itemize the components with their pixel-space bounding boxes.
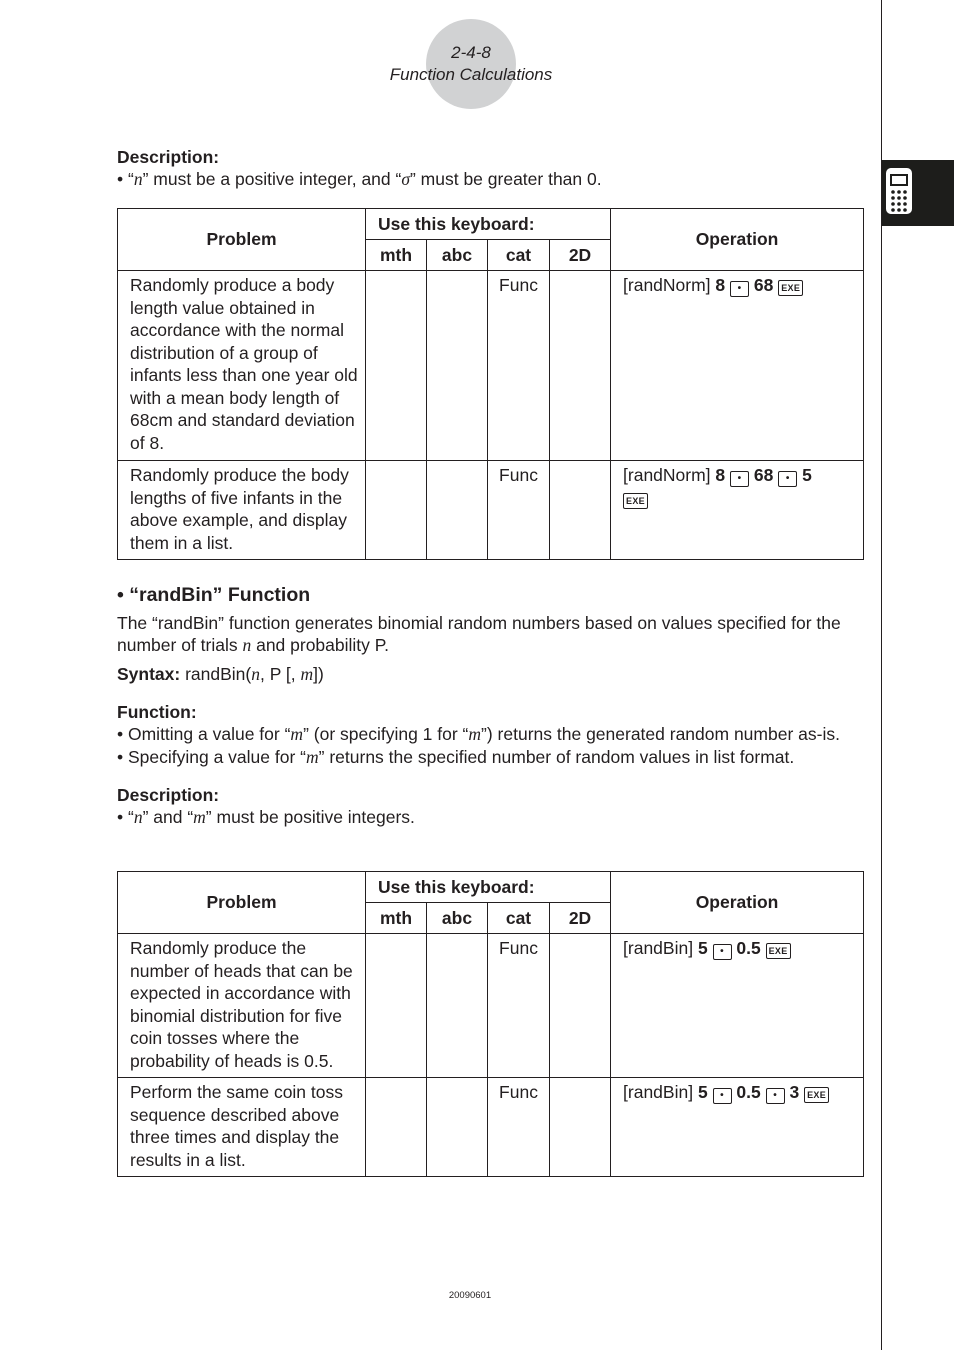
command-text: [randBin] — [623, 938, 694, 958]
abc-cell — [427, 271, 488, 461]
text-fragment: ” must be a positive integer, and “ — [142, 169, 402, 189]
col-cat: cat — [488, 903, 550, 934]
var-m: m — [290, 724, 304, 744]
col-abc: abc — [427, 240, 488, 271]
text-fragment: ” (or specifying 1 for “ — [303, 724, 469, 744]
arg-value: 8 — [715, 275, 726, 295]
comma-key-icon: • — [766, 1088, 785, 1104]
calculator-icon — [882, 160, 954, 226]
col-problem: Problem — [118, 209, 366, 271]
comma-key-icon: • — [730, 471, 749, 487]
text-fragment: , P [, — [259, 664, 301, 684]
table-row — [118, 934, 864, 1078]
var-m: m — [193, 807, 206, 827]
description-bullet — [117, 806, 863, 828]
col-operation: Operation — [611, 872, 864, 934]
2d-cell — [550, 271, 611, 461]
problem-cell: Randomly produce the number of heads that can be expected in accordance with binomial distribution for five coin tosses where the probability of heads is 0.5. — [118, 934, 366, 1078]
operation-cell — [611, 934, 864, 1078]
text-fragment: ]) — [313, 664, 324, 684]
table-row — [118, 271, 864, 461]
col-abc: abc — [427, 903, 488, 934]
arg-value: 5 — [697, 938, 708, 958]
exe-key-icon: EXE — [623, 493, 648, 509]
randnorm-description — [117, 146, 863, 190]
text-fragment: • “ — [117, 169, 134, 189]
randbin-table — [117, 871, 864, 1177]
cat-cell: Func — [488, 461, 550, 560]
syntax-label: Syntax: — [117, 664, 181, 684]
mth-cell — [366, 271, 427, 461]
arg-value: 5 — [697, 1082, 708, 1102]
mth-cell — [366, 461, 427, 560]
text-fragment: randBin( — [180, 664, 252, 684]
operation-cell — [611, 1078, 864, 1177]
command-text: [randNorm] — [623, 465, 711, 485]
arg-value: 5 — [802, 465, 812, 485]
text-fragment: ” must be positive integers. — [205, 807, 415, 827]
command-text: [randNorm] — [623, 275, 711, 295]
section-title: Function Calculations — [389, 65, 553, 84]
cat-cell: Func — [488, 271, 550, 461]
function-label: Function: — [117, 702, 197, 722]
arg-value: 0.5 — [736, 1082, 761, 1102]
arg-value: 0.5 — [736, 938, 761, 958]
syntax-line — [117, 663, 863, 685]
var-n: n — [251, 664, 260, 684]
comma-key-icon: • — [730, 281, 749, 297]
var-sigma: σ — [401, 169, 410, 189]
col-mth: mth — [366, 240, 427, 271]
footer-code: 20090601 — [448, 1290, 492, 1301]
col-operation: Operation — [611, 209, 864, 271]
text-fragment: and probability P. — [251, 635, 390, 655]
mth-cell — [366, 934, 427, 1078]
mth-cell — [366, 1078, 427, 1177]
text-fragment: • Specifying a value for “ — [117, 747, 306, 767]
col-keyboard: Use this keyboard: — [366, 209, 611, 240]
col-keyboard: Use this keyboard: — [366, 872, 611, 903]
text-fragment: • Omitting a value for “ — [117, 724, 291, 744]
table-row — [118, 461, 864, 560]
section-heading: • “randBin” Function — [117, 584, 311, 606]
randbin-section — [117, 583, 863, 828]
arg-value: 68 — [753, 465, 774, 485]
table-row — [118, 1078, 864, 1177]
col-mth: mth — [366, 903, 427, 934]
section-number: 2-4-8 — [451, 43, 491, 62]
2d-cell — [550, 1078, 611, 1177]
col-cat: cat — [488, 240, 550, 271]
command-text: [randBin] — [623, 1082, 694, 1102]
problem-cell: Randomly produce the body lengths of five infants in the above example, and display them in a list. — [118, 461, 366, 560]
randnorm-table — [117, 208, 864, 560]
arg-value: 3 — [789, 1082, 800, 1102]
function-bullet — [117, 723, 863, 745]
arg-value: 68 — [753, 275, 774, 295]
page-header — [360, 42, 582, 86]
var-n: n — [133, 169, 143, 189]
description-label: Description: — [117, 147, 220, 167]
exe-key-icon: EXE — [778, 280, 803, 296]
cat-cell: Func — [488, 934, 550, 1078]
problem-cell: Perform the same coin toss sequence described above three times and display the results in a list. — [118, 1078, 366, 1177]
text-fragment: ”) returns the generated random number as-is. — [481, 724, 840, 744]
text-fragment: ” returns the specified number of random values in list format. — [318, 747, 795, 767]
comma-key-icon: • — [713, 944, 732, 960]
problem-cell: Randomly produce a body length value obtained in accordance with the normal distribution of a group of infants less than one year old with a mean body length of 68cm and standard deviation of 8. — [118, 271, 366, 461]
text-fragment: ” must be greater than 0. — [409, 169, 602, 189]
col-problem: Problem — [118, 872, 366, 934]
comma-key-icon: • — [713, 1088, 732, 1104]
2d-cell — [550, 461, 611, 560]
comma-key-icon: • — [778, 471, 797, 487]
var-n: n — [133, 807, 143, 827]
var-m: m — [306, 747, 319, 767]
2d-cell — [550, 934, 611, 1078]
operation-cell — [611, 271, 864, 461]
abc-cell — [427, 934, 488, 1078]
abc-cell — [427, 1078, 488, 1177]
text-fragment: The “randBin” function generates binomial random numbers based on values specified for the number of trials — [117, 613, 841, 655]
arg-value: 8 — [715, 465, 726, 485]
var-n: n — [242, 635, 252, 655]
chapter-tab — [882, 160, 954, 226]
description-bullet — [117, 168, 863, 190]
description-label: Description: — [117, 785, 220, 805]
text-fragment: ” and “ — [142, 807, 194, 827]
intro-paragraph — [117, 612, 863, 656]
exe-key-icon: EXE — [766, 943, 791, 959]
operation-cell — [611, 461, 864, 560]
text-fragment: • “ — [117, 807, 134, 827]
var-m: m — [300, 664, 314, 684]
col-2d: 2D — [550, 903, 611, 934]
abc-cell — [427, 461, 488, 560]
exe-key-icon: EXE — [804, 1087, 829, 1103]
var-m: m — [468, 724, 482, 744]
col-2d: 2D — [550, 240, 611, 271]
cat-cell: Func — [488, 1078, 550, 1177]
function-bullet — [117, 746, 863, 768]
